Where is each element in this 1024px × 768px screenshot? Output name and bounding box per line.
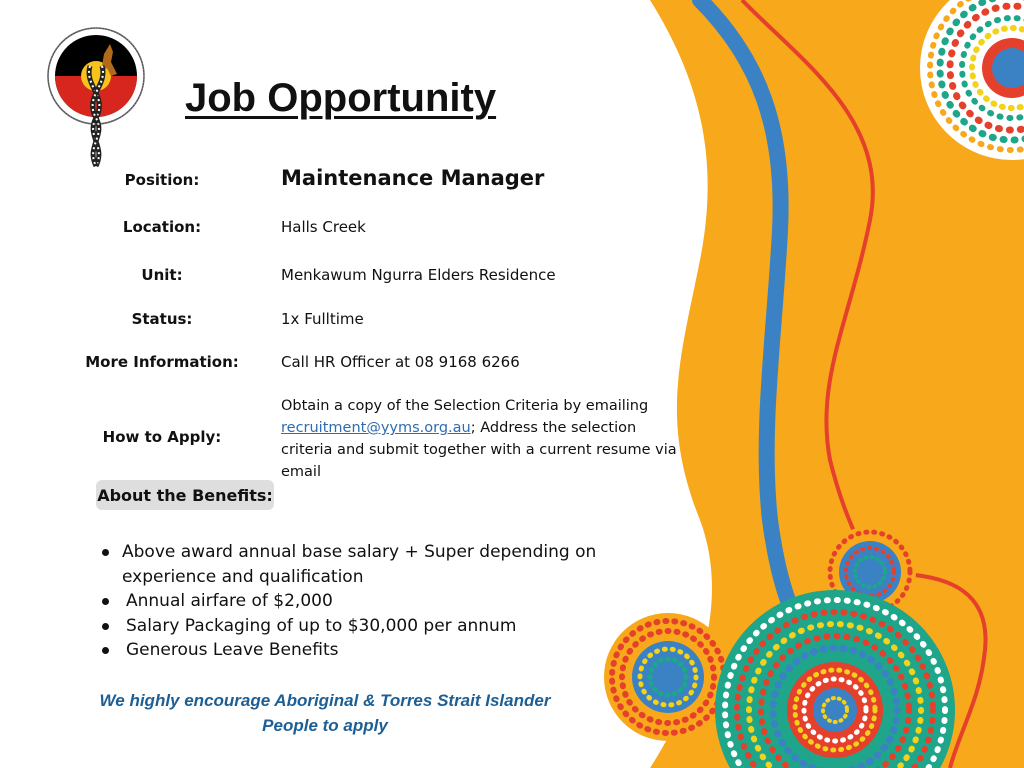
encouragement-note [70, 688, 580, 738]
more-info-value: Call HR Officer at 08 9168 6266 [281, 353, 520, 371]
how-to-apply-text [281, 395, 681, 483]
benefit-text: Above award annual base salary + Super depending on experience and qualification [122, 542, 597, 587]
recruitment-email-link[interactable]: recruitment@yyms.org.au [281, 420, 471, 436]
list-item [98, 540, 638, 589]
status-label: Status: [131, 310, 193, 328]
how-to-apply-label: How to Apply: [102, 428, 222, 446]
benefit-text: Annual airfare of $2,000 [126, 591, 333, 611]
benefits-list [98, 540, 638, 663]
list-item [98, 589, 638, 614]
more-info-label: More Information: [85, 353, 239, 371]
unit-value: Menkawum Ngurra Elders Residence [281, 266, 556, 284]
location-label: Location: [122, 218, 202, 236]
benefits-heading: About the Benefits: [96, 480, 274, 510]
location-value: Halls Creek [281, 218, 366, 236]
position-value: Maintenance Manager [281, 166, 545, 190]
encouragement-line-1: We highly encourage Aboriginal & Torres Strait Islander [99, 691, 551, 710]
benefit-text: Generous Leave Benefits [126, 640, 339, 660]
organisation-logo-icon [44, 26, 148, 171]
unit-label: Unit: [141, 266, 183, 284]
apply-text-after: ; Address the selection criteria and submit together with a current resume via email [281, 420, 677, 480]
position-label: Position: [124, 171, 200, 189]
benefit-text: Salary Packaging of up to $30,000 per annum [126, 615, 517, 636]
status-value: 1x Fulltime [281, 310, 364, 328]
list-item [98, 614, 638, 639]
page-title: Job Opportunity [185, 76, 497, 120]
encouragement-line-2: People to apply [262, 716, 388, 735]
apply-text-before: Obtain a copy of the Selection Criteria by emailing [281, 398, 649, 414]
list-item [98, 638, 638, 663]
